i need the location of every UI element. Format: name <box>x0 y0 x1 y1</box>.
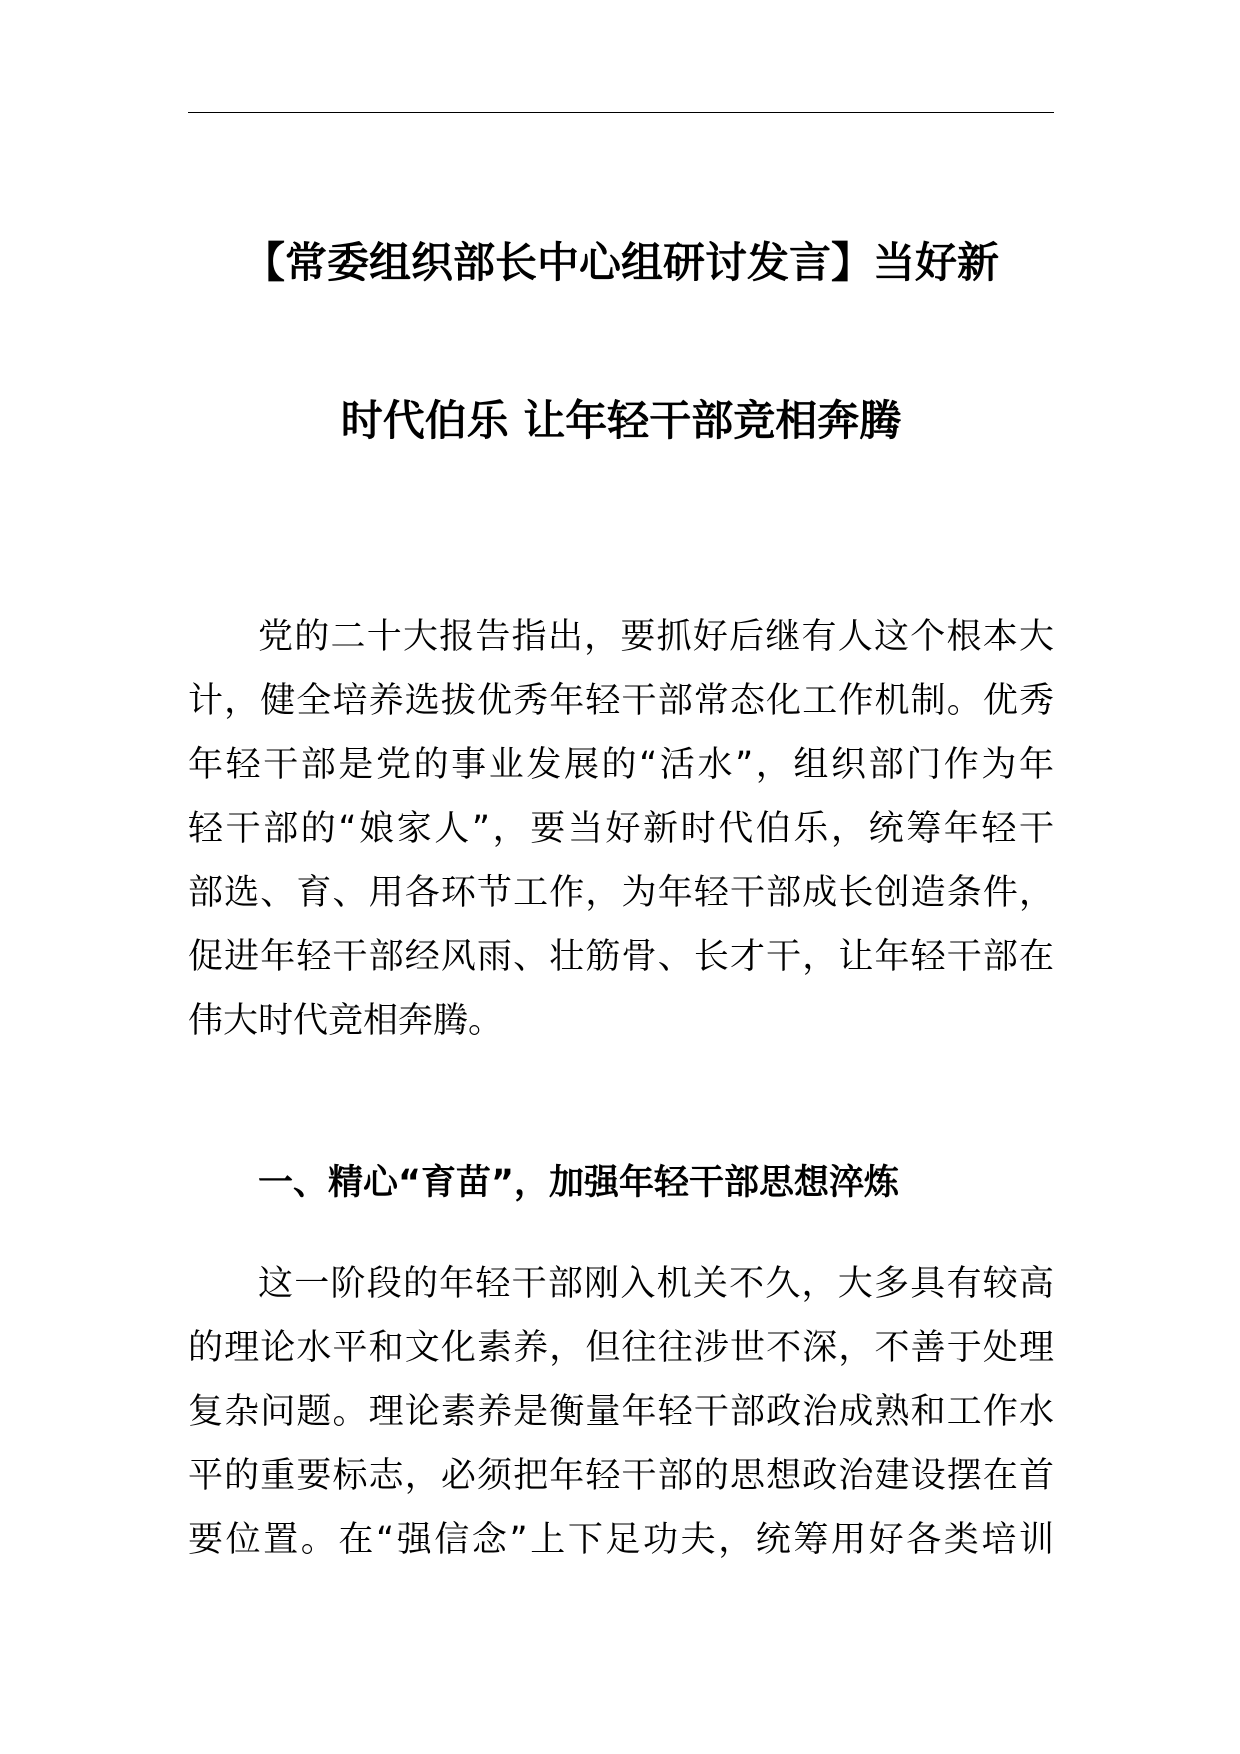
paragraph-line: 促进年轻干部经风雨、壮筋骨、长才干，让年轻干部在 <box>188 937 1054 977</box>
section-heading-1: 一、精心“育苗”，加强年轻干部思想淬炼 <box>258 1163 900 1204</box>
paragraph-line: 平的重要标志，必须把年轻干部的思想政治建设摆在首 <box>188 1456 1054 1496</box>
paragraph-line: 部选、育、用各环节工作，为年轻干部成长创造条件， <box>188 873 1054 913</box>
paragraph-line: 伟大时代竞相奔腾。 <box>188 1001 504 1041</box>
paragraph-line: 这一阶段的年轻干部刚入机关不久，大多具有较高 <box>258 1264 1054 1304</box>
paragraph-line: 党的二十大报告指出，要抓好后继有人这个根本大 <box>258 617 1054 657</box>
document-title-line-1: 【常委组织部长中心组研讨发言】当好新 <box>242 238 999 288</box>
document-title-line-2: 时代伯乐 让年轻干部竞相奔腾 <box>340 396 902 446</box>
paragraph-line: 计，健全培养选拔优秀年轻干部常态化工作机制。优秀 <box>188 681 1054 721</box>
header-rule <box>188 112 1054 113</box>
paragraph-line: 轻干部的“娘家人”，要当好新时代伯乐，统筹年轻干 <box>188 809 1054 849</box>
paragraph-line: 复杂问题。理论素养是衡量年轻干部政治成熟和工作水 <box>188 1392 1054 1432</box>
paragraph-section-1 <box>188 1252 1054 1572</box>
paragraph-line: 要位置。在“强信念”上下足功夫，统筹用好各类培训 <box>188 1520 1054 1560</box>
paragraph-intro <box>188 605 1054 1053</box>
paragraph-line: 的理论水平和文化素养，但往往涉世不深，不善于处理 <box>188 1328 1054 1368</box>
paragraph-line: 年轻干部是党的事业发展的“活水”，组织部门作为年 <box>188 745 1054 785</box>
